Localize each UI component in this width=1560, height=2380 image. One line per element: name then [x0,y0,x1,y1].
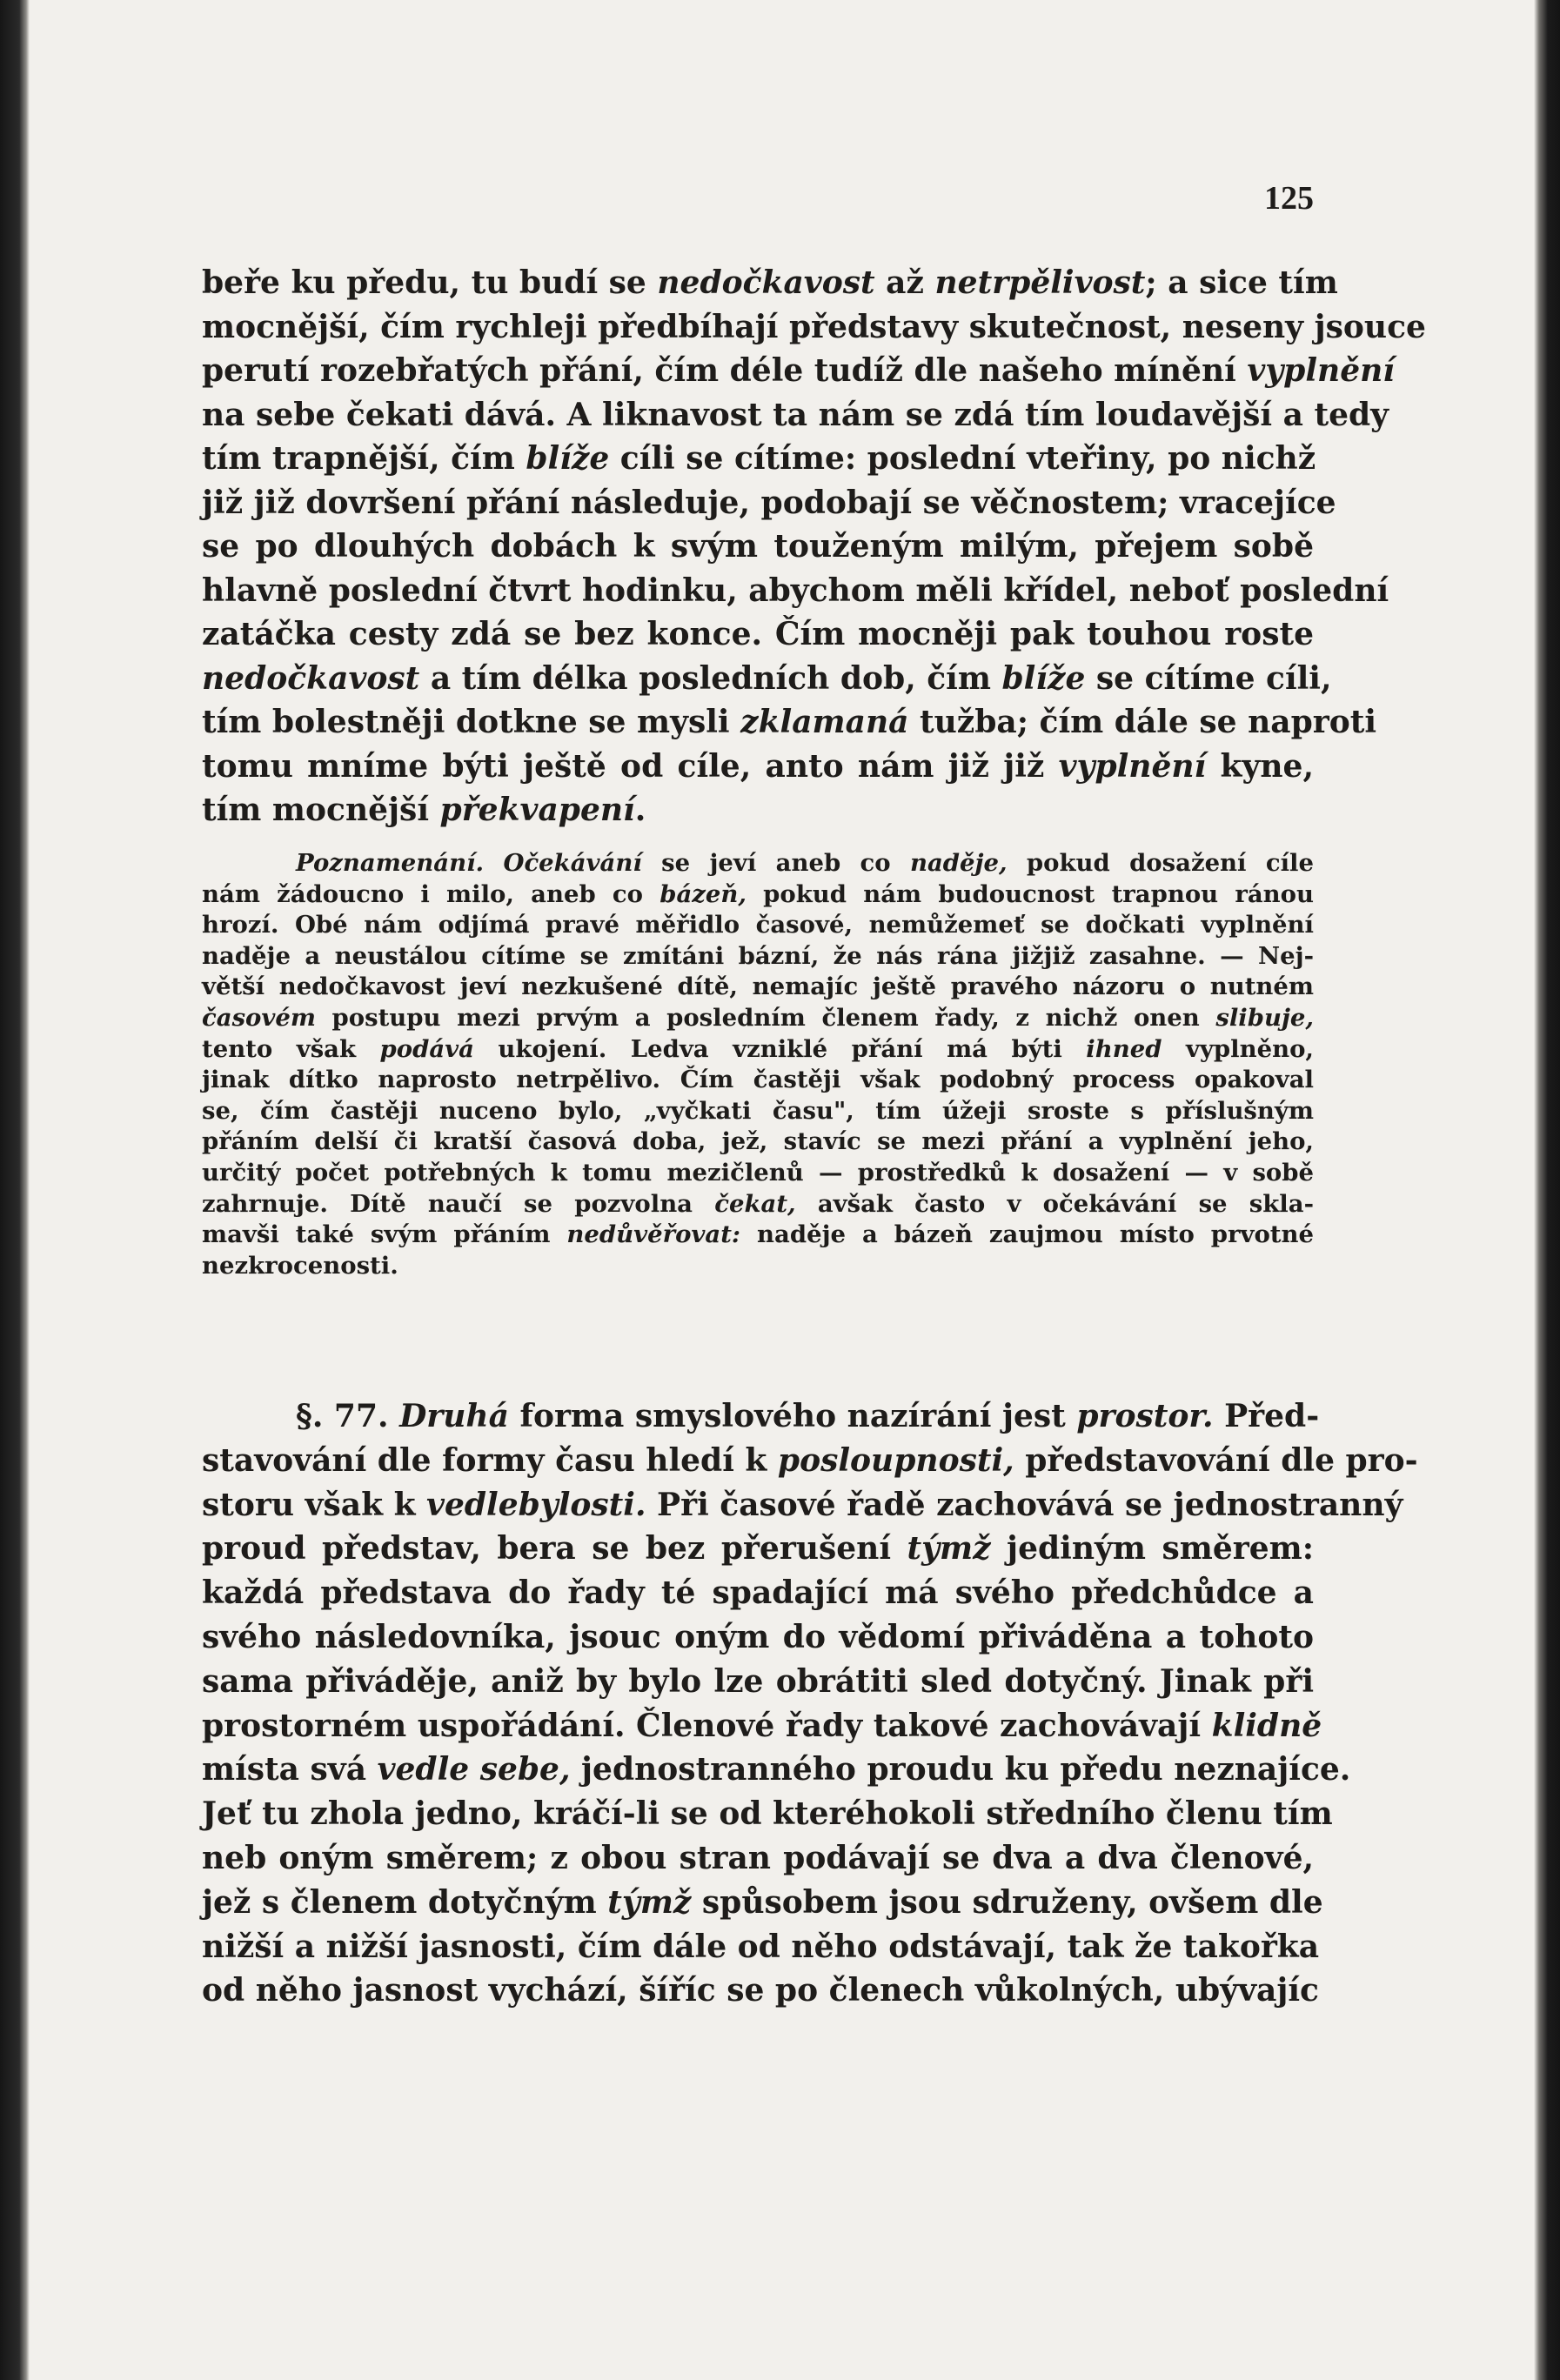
text-line: svého následovníka, jsouc oným do vědomí přiváděna a tohoto [202,1618,1314,1655]
note-line: Poznamenání. Očekávání se jeví aneb co naděje, pokud dosažení cíle [296,849,1314,877]
text-line: tím bolestněji dotkne se mysli zklamaná tužba; čím dále se naproti [202,704,1377,740]
text-line: stavování dle formy času hledí k posloupnosti, představování dle pro- [202,1441,1418,1479]
note-line: hrozí. Obé nám odjímá pravé měřidlo časové, nemůžemeť se dočkati vyplnění [202,911,1314,939]
note-line: nezkrocenosti. [202,1251,398,1280]
text-line: nižší a nižší jasnosti, čím dále od něho odstávají, tak že takořka [202,1928,1320,1965]
note-line: jinak dítko naprosto netrpělivo. Čím častěji však podobný process opakoval [202,1066,1314,1094]
text-line: neb oným směrem; z obou stran podávají se dva a dva členové, [202,1839,1314,1876]
text-line: nedočkavost a tím délka posledních dob, čím blíže se cítíme cíli, [202,659,1332,697]
note-line: přáním delší či kratší časová doba, jež, stavíc se mezi přání a vyplnění jeho, [202,1127,1314,1156]
text-line: perutí rozebřatých přání, čím déle tudíž dle našeho mínění vyplnění [202,352,1395,389]
text-line: již již dovršení přání následuje, podobají se věčnostem; vracejíce [202,484,1336,521]
note-line: určitý počet potřebných k tomu mezičlenů — prostředků k dosažení — v sobě [202,1158,1314,1187]
section-77-paragraph [202,1394,1418,2013]
text-line: od něho jasnost vychází, šíříc se po členech vůkolných, ubývajíc [202,1972,1319,2009]
note-line: nám žádoucno i milo, aneb co bázeň, pokud nám budoucnost trapnou ránou [202,879,1314,908]
scan-edge-left [0,0,30,2380]
text-line: prostorném uspořádání. Členové řady takové zachovávají klidně [202,1707,1322,1744]
note-line: naděje a neustálou cítíme se zmítáni bázní, že nás rána jižjiž zasahne. — Nej- [202,941,1314,970]
text-line: na sebe čekati dává. A liknavost ta nám se zdá tím loudavější a tedy [202,396,1389,433]
note-line: mavši také svým přáním nedůvěřovat: naděje a bázeň zaujmou místo prvotné [202,1220,1314,1249]
main-paragraph [202,261,1426,832]
text-line: Jeť tu zhola jedno, kráčí-li se od kteréhokoli středního členu tím [202,1795,1333,1833]
section-heading-line: §. 77. Druhá forma smyslového nazírání jest prostor. Před- [296,1398,1320,1434]
page-number: 125 [1264,180,1314,217]
note-paragraph [202,848,1314,1281]
text-line: se po dlouhých dobách k svým touženým milým, přejem sobě [202,528,1314,565]
text-line: storu však k vedlebylosti. Při časové řadě zachovává se jednostranný [202,1486,1403,1523]
text-line: zatáčka cesty zdá se bez konce. Čím mocněji pak touhou roste [202,616,1314,652]
note-line: tento však podává ukojení. Ledva vzniklé přání má býti ihned vyplněno, [202,1034,1314,1063]
text-line: jež s členem dotyčným týmž spůsobem jsou sdruženy, ovšem dle [202,1883,1323,1921]
text-line: mocnější, čím rychleji předbíhají představy skutečnost, neseny jsouce [202,308,1426,345]
text-line: každá představa do řady té spadající má svého předchůdce a [202,1574,1314,1612]
note-line: se, čím častěji nuceno bylo, „vyčkati času", tím úžeji sroste s příslušným [202,1096,1314,1125]
text-line: tím mocnější překvapení. [202,792,646,828]
text-line: sama přiváděje, aniž by bylo lze obrátiti sled dotyčný. Jinak při [202,1662,1314,1700]
text-line: místa svá vedle sebe, jednostranného proudu ku předu neznajíce. [202,1751,1351,1788]
note-line: časovém postupu mezi prvým a posledním členem řady, z nichž onen slibuje, [202,1003,1314,1032]
note-line: zahrnuje. Dítě naučí se pozvolna čekat, avšak často v očekávání se skla- [202,1189,1314,1218]
text-line: proud představ, bera se bez přerušení týmž jediným směrem: [202,1530,1314,1568]
text-line: tím trapnější, čím blíže cíli se cítíme: poslední vteřiny, po nichž [202,440,1316,477]
text-line: tomu mníme býti ještě od cíle, anto nám již již vyplnění kyne, [202,747,1314,785]
text-line: beře ku předu, tu budí se nedočkavost až netrpělivost; a sice tím [202,264,1338,301]
text-line: hlavně poslední čtvrt hodinku, abychom měli křídel, neboť poslední [202,572,1389,609]
note-line: větší nedočkavost jeví nezkušené dítě, nemajíc ještě pravého názoru o nutném [202,973,1314,1001]
scan-edge-right [1534,0,1560,2380]
